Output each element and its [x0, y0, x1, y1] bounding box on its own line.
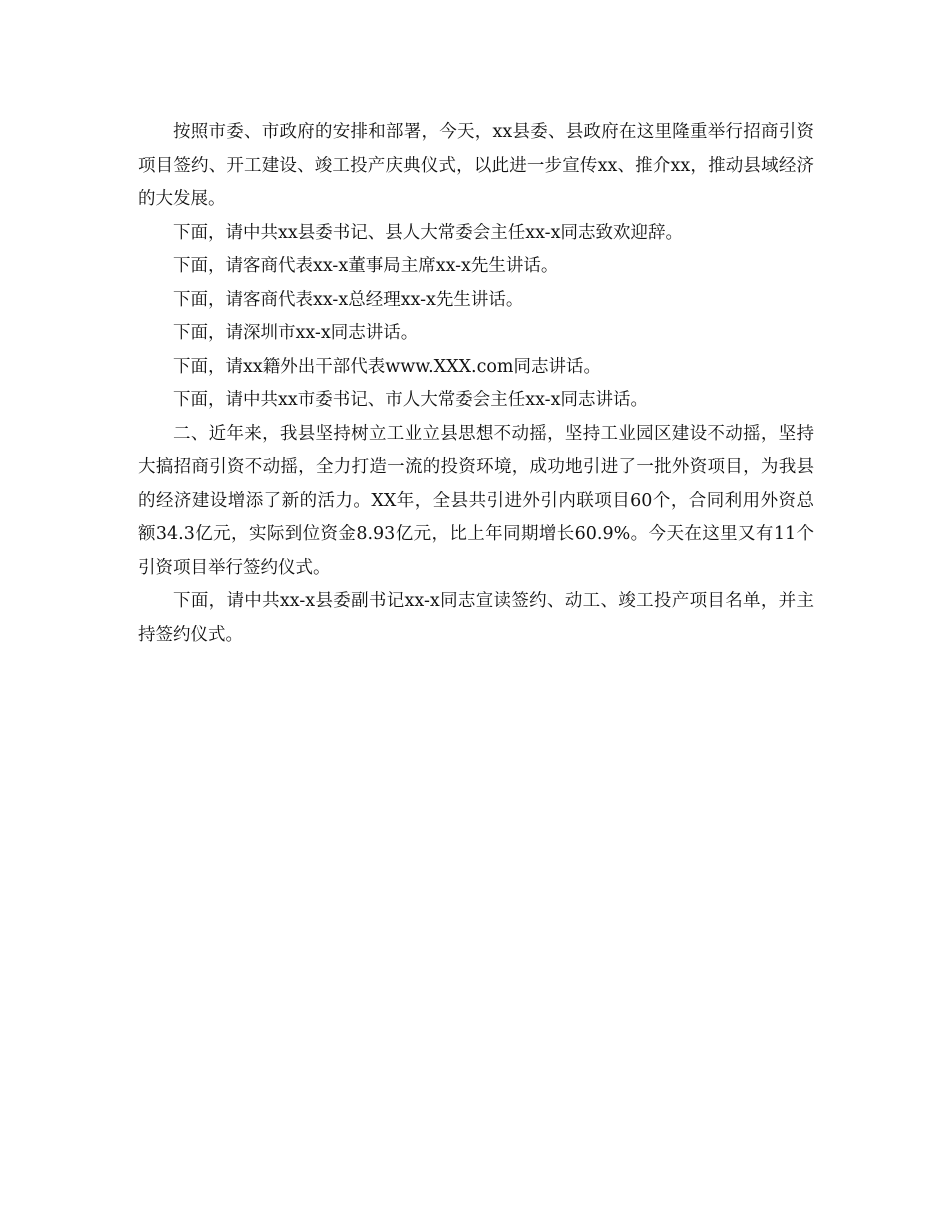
paragraph-shenzhen-speech: 下面，请深圳市xx-x同志讲话。: [173, 323, 419, 343]
paragraph-investment-summary: 二、近年来，我县坚持树立工业立县思想不动摇，坚持工业园区建设不动摇，坚持大搞招商引资不动摇，全力打造一流的投资环境，成功地引进了一批外资项目，为我县的经济建设增添了新的活力。XX年，全县共引进外引内联项目60个，合同利用外资总额34.3亿元，实际到位资金8.93亿元，比上年同期增长60.9%。今天在这里又有11个引资项目举行签约仪式。: [138, 423, 814, 578]
paragraph-welcome-speech: 下面，请中共xx县委书记、县人大常委会主任xx-x同志致欢迎辞。: [173, 222, 683, 243]
paragraph-opening: 按照市委、市政府的安排和部署，今天，xx县委、县政府在这里隆重举行招商引资项目签约、开工建设、竣工投产庆典仪式，以此进一步宣传xx、推介xx，推动县域经济的大发展。: [138, 122, 814, 209]
paragraph-secretary-speech: 下面，请中共xx市委书记、市人大常委会主任xx-x同志讲话。: [173, 390, 648, 410]
paragraph-cadre-speech: 下面，请xx籍外出干部代表www.XXX.com同志讲话。: [173, 356, 602, 377]
paragraph-chairman-speech: 下面，请客商代表xx-x董事局主席xx-x先生讲话。: [173, 256, 559, 276]
paragraph-signing-ceremony: 下面，请中共xx-x县委副书记xx-x同志宣读签约、动工、竣工投产项目名单，并主持签约仪式。: [138, 591, 814, 645]
paragraph-manager-speech: 下面，请客商代表xx-x总经理xx-x先生讲话。: [173, 289, 524, 310]
document-body: [138, 116, 814, 652]
